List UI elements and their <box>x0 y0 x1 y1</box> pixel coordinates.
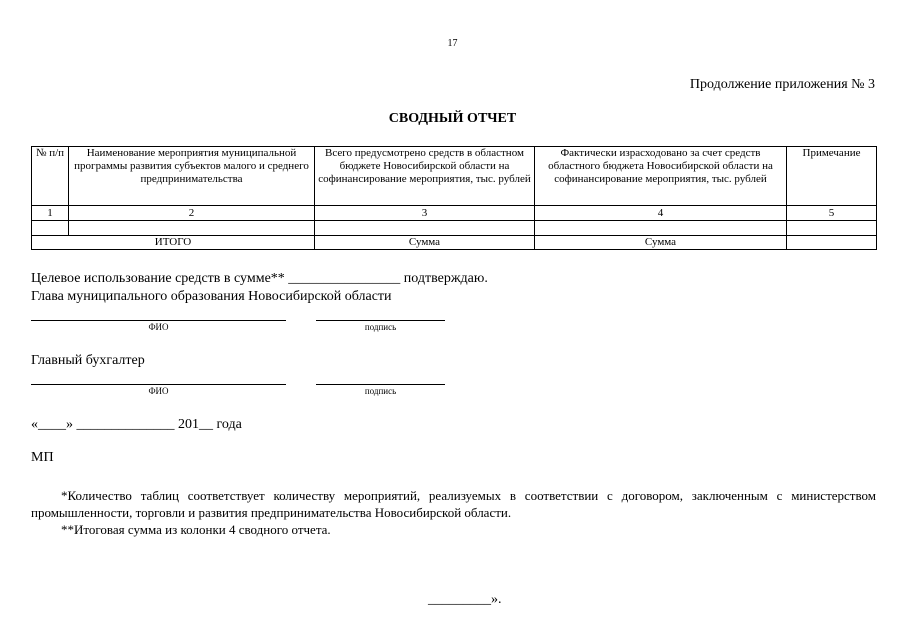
footnote-tables-count: *Количество таблиц соответствует количеству мероприятий, реализуемых в соответствии с договором, заключенным с министерством промышленности, торговли и развития предпринимательства Новосибирской области. <box>31 488 876 520</box>
header-actual-spent: Фактически израсходовано за счет средств областного бюджета Новосибирской области на софинансирование мероприятия, тыс. рублей <box>535 147 787 206</box>
head-fio-line <box>31 320 286 321</box>
table-cell <box>535 221 787 236</box>
column-number: 3 <box>315 206 535 221</box>
table-header-row <box>32 147 877 206</box>
table-cell <box>69 221 315 236</box>
table-row <box>32 221 877 236</box>
confirmation-line: Целевое использование средств в сумме** ________________ подтверждаю. <box>31 271 488 286</box>
accountant-signature-line <box>316 384 445 385</box>
head-label: Глава муниципального образования Новосибирской области <box>31 289 392 304</box>
header-note: Примечание <box>787 147 877 206</box>
header-activity-name: Наименование мероприятия муниципальной программы развития субъектов малого и среднего предпринимательства <box>69 147 315 206</box>
closing-line: _________». <box>428 592 502 607</box>
total-sum-planned: Сумма <box>315 236 535 250</box>
header-number: № п/п <box>32 147 69 206</box>
total-sum-actual: Сумма <box>535 236 787 250</box>
accountant-fio-line <box>31 384 286 385</box>
total-label: ИТОГО <box>32 236 315 250</box>
header-planned-funds: Всего предусмотрено средств в областном бюджете Новосибирской области на софинансирование мероприятия, тыс. рублей <box>315 147 535 206</box>
page-number: 17 <box>447 38 458 49</box>
total-row <box>32 236 877 250</box>
accountant-fio-caption: ФИО <box>148 386 169 396</box>
table-cell <box>32 221 69 236</box>
date-line: «____» ______________ 201__ года <box>31 417 242 432</box>
stamp-label: МП <box>31 450 54 465</box>
column-number: 5 <box>787 206 877 221</box>
table-cell <box>315 221 535 236</box>
accountant-label: Главный бухгалтер <box>31 353 145 368</box>
head-signature-line <box>316 320 445 321</box>
head-signature-caption: подпись <box>364 322 397 332</box>
total-note <box>787 236 877 250</box>
column-number: 1 <box>32 206 69 221</box>
document-title: СВОДНЫЙ ОТЧЕТ <box>388 111 517 126</box>
column-numbers-row <box>32 206 877 221</box>
table-cell <box>787 221 877 236</box>
summary-report-table <box>31 146 877 250</box>
footnote-total-sum: **Итоговая сумма из колонки 4 сводного отчета. <box>61 522 331 537</box>
appendix-note: Продолжение приложения № 3 <box>689 77 875 92</box>
column-number: 2 <box>69 206 315 221</box>
column-number: 4 <box>535 206 787 221</box>
head-fio-caption: ФИО <box>148 322 169 332</box>
accountant-signature-caption: подпись <box>364 386 397 396</box>
